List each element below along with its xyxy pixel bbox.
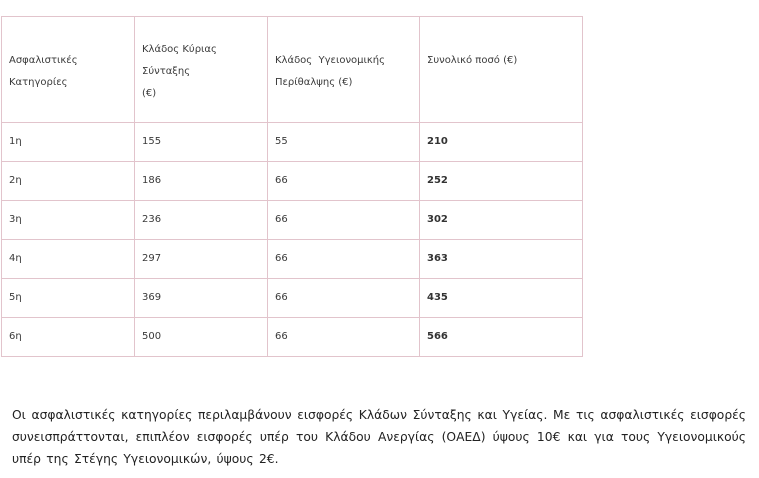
total-cell: 363 bbox=[420, 240, 583, 279]
health-cell: 66 bbox=[268, 162, 420, 201]
health-cell: 55 bbox=[268, 123, 420, 162]
category-cell: 4η bbox=[2, 240, 135, 279]
total-cell: 210 bbox=[420, 123, 583, 162]
pension-cell: 155 bbox=[135, 123, 268, 162]
pension-cell: 500 bbox=[135, 318, 268, 357]
category-cell: 1η bbox=[2, 123, 135, 162]
header-line: (€) bbox=[142, 87, 157, 99]
header-line: Κλάδος Κύριας Σύνταξης bbox=[142, 43, 217, 77]
header-line: Κατηγορίες bbox=[9, 76, 68, 88]
health-cell: 66 bbox=[268, 201, 420, 240]
contributions-table bbox=[1, 16, 583, 357]
table-row bbox=[2, 123, 583, 162]
table-row bbox=[2, 162, 583, 201]
header-cell-health bbox=[268, 17, 420, 123]
total-cell: 302 bbox=[420, 201, 583, 240]
table-row bbox=[2, 279, 583, 318]
header-line: Ασφαλιστικές bbox=[9, 54, 78, 66]
health-cell: 66 bbox=[268, 318, 420, 357]
table-header-row bbox=[2, 17, 583, 123]
header-line: Συνολικό ποσό (€) bbox=[427, 54, 518, 66]
pension-cell: 297 bbox=[135, 240, 268, 279]
health-cell: 66 bbox=[268, 240, 420, 279]
table-row bbox=[2, 240, 583, 279]
table-row bbox=[2, 318, 583, 357]
category-cell: 3η bbox=[2, 201, 135, 240]
table-row bbox=[2, 201, 583, 240]
contributions-note: Οι ασφαλιστικές κατηγορίες περιλαμβάνουν εισφορές Κλάδων Σύνταξης και Υγείας. Με τις ασφαλιστικές εισφορές συνεισπράττονται, επιπλέον εισφορές υπέρ του Κλάδου Ανεργίας (ΟΑΕΔ) ύψους 10€ και για τους Υγειονομικούς υπέρ της Στέγης Υγειονομικών, ύψους 2€. bbox=[12, 408, 746, 466]
header-line: Κλάδος Υγειονομικής bbox=[275, 54, 386, 66]
category-cell: 2η bbox=[2, 162, 135, 201]
pension-cell: 369 bbox=[135, 279, 268, 318]
header-cell-pension bbox=[135, 17, 268, 123]
pension-cell: 236 bbox=[135, 201, 268, 240]
header-cell-total bbox=[420, 17, 583, 123]
category-cell: 5η bbox=[2, 279, 135, 318]
total-cell: 435 bbox=[420, 279, 583, 318]
header-cell-categories bbox=[2, 17, 135, 123]
pension-cell: 186 bbox=[135, 162, 268, 201]
total-cell: 566 bbox=[420, 318, 583, 357]
health-cell: 66 bbox=[268, 279, 420, 318]
header-line: Περίθαλψης (€) bbox=[275, 76, 353, 88]
total-cell: 252 bbox=[420, 162, 583, 201]
category-cell: 6η bbox=[2, 318, 135, 357]
